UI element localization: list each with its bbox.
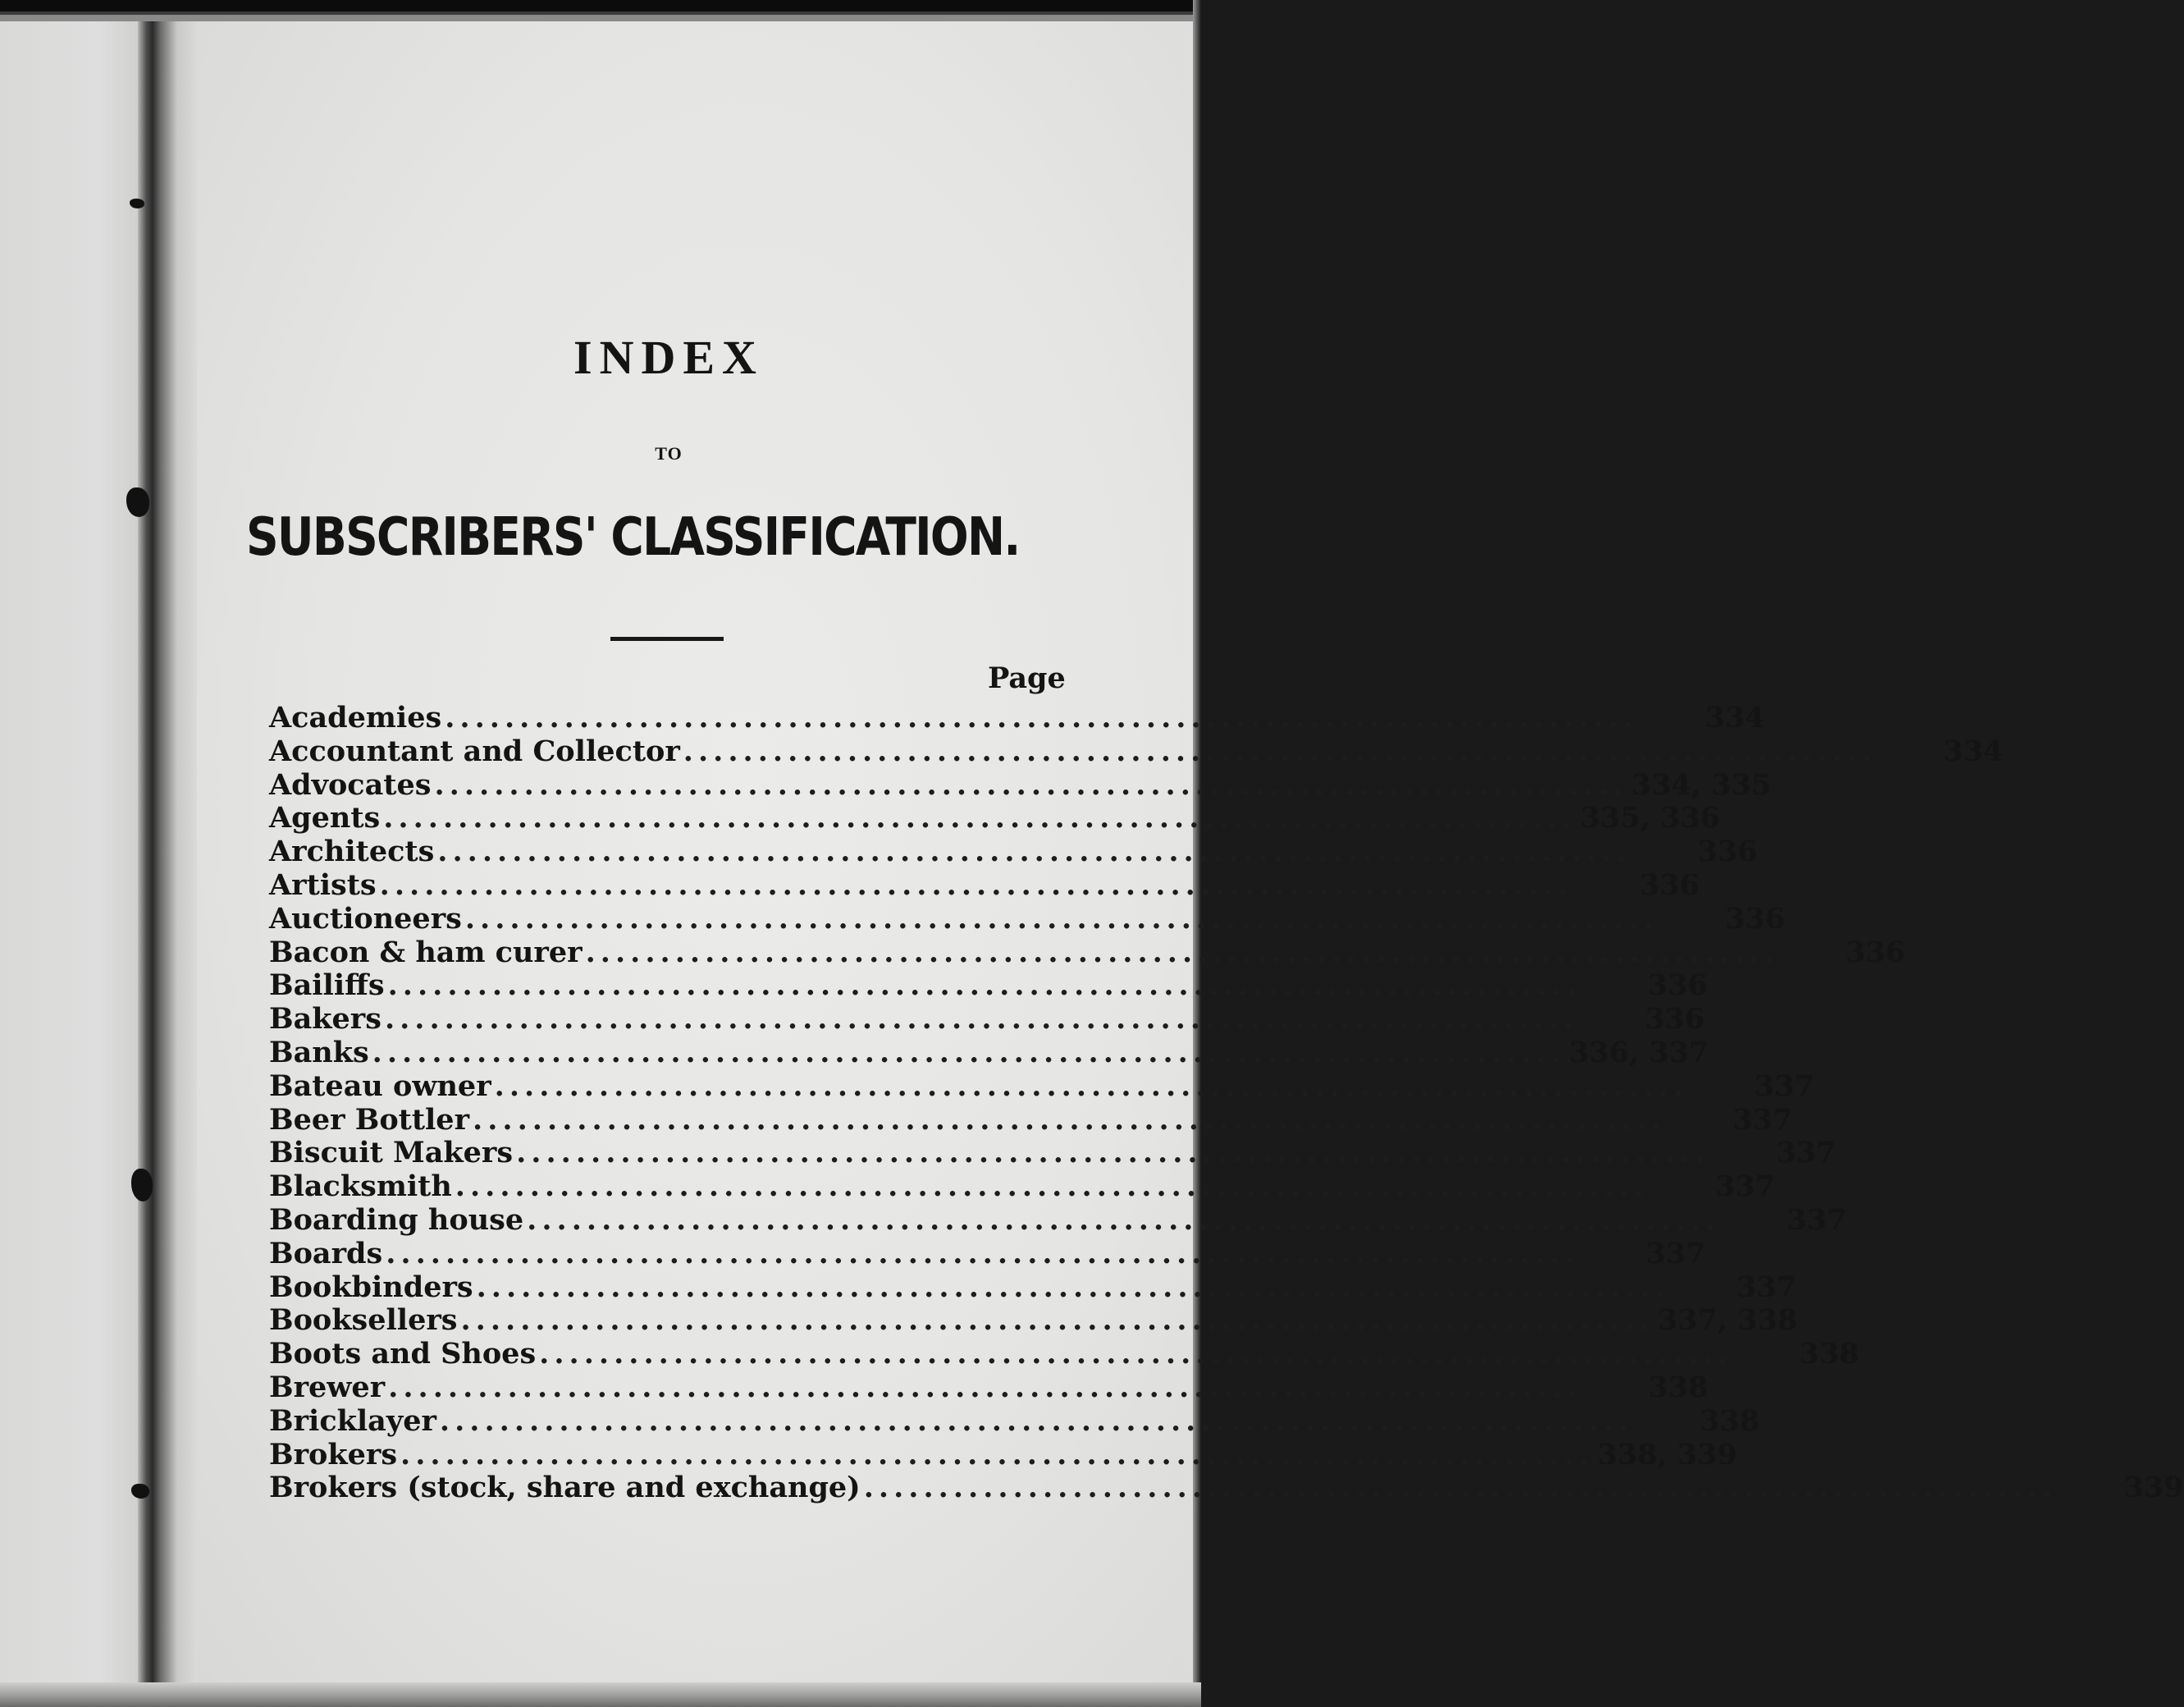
title-divider <box>610 637 724 641</box>
index-entry <box>269 767 1771 802</box>
entry-label: Bateau owner <box>269 1069 491 1103</box>
index-entry <box>269 1270 1797 1304</box>
entry-label: Blacksmith <box>269 1169 452 1204</box>
index-entry <box>269 1136 1836 1170</box>
dot-leader: ................................................................................ <box>464 901 1659 936</box>
dot-leader: ................................................................................ <box>539 1337 1733 1371</box>
entry-label: Agents <box>269 801 381 835</box>
entry-label: Boards <box>269 1236 383 1270</box>
entry-pages: 337 <box>1645 1236 1707 1270</box>
dot-leader: ................................................................................ <box>437 835 1632 869</box>
entry-pages: 337 <box>1754 1069 1815 1103</box>
dot-leader: ................................................................................ <box>516 1136 1710 1170</box>
entry-pages: 334 <box>1943 734 2004 768</box>
entry-label: Bookbinders <box>269 1270 473 1304</box>
entry-pages: 337, 338 <box>1657 1303 1798 1338</box>
dot-leader: ................................................................................ <box>386 1236 1580 1270</box>
index-entries <box>269 701 2184 1505</box>
index-entry <box>269 1169 1775 1204</box>
entry-pages: 338, 339 <box>1597 1437 1738 1471</box>
dot-leader: ................................................................................ <box>445 701 1639 735</box>
classification-title: SUBSCRIBERS' CLASSIFICATION. <box>246 507 1020 568</box>
dot-leader: ................................................................................ <box>455 1169 1649 1204</box>
dot-leader: ................................................................................ <box>372 1035 1566 1069</box>
entry-label: Banks <box>269 1035 369 1069</box>
dot-leader: ................................................................................ <box>460 1303 1655 1338</box>
entry-pages: 338 <box>1699 1403 1760 1438</box>
index-entry <box>269 1035 1709 1069</box>
index-entry <box>269 935 1906 969</box>
entry-pages: 336 <box>1845 935 1906 969</box>
to-subtitle: TO <box>655 443 683 464</box>
entry-pages: 338 <box>1647 1370 1708 1404</box>
dot-leader: ................................................................................ <box>383 801 1578 835</box>
entry-pages: 339 <box>2123 1471 2184 1505</box>
entry-pages: 336 <box>1725 901 1785 936</box>
index-entry <box>269 1471 2184 1505</box>
dot-leader: ................................................................................ <box>439 1403 1633 1438</box>
entry-pages: 336 <box>1644 1002 1705 1037</box>
entry-pages: 337 <box>1732 1102 1793 1137</box>
entry-label: Brewer <box>269 1370 386 1404</box>
dot-leader: ................................................................................ <box>863 1471 2058 1505</box>
entry-label: Booksellers <box>269 1303 458 1338</box>
dot-leader: ................................................................................ <box>494 1069 1688 1103</box>
index-entry <box>269 1370 1708 1404</box>
index-entry <box>269 1102 1793 1137</box>
index-entry <box>269 1202 1847 1237</box>
entry-pages: 338 <box>1798 1337 1859 1371</box>
entry-label: Biscuit Makers <box>269 1136 514 1170</box>
entry-label: Boots and Shoes <box>269 1337 537 1371</box>
index-title: INDEX <box>573 331 764 384</box>
dot-leader: ................................................................................ <box>585 935 1780 969</box>
page-column-header: Page <box>988 661 1066 695</box>
index-entry <box>269 968 1708 1003</box>
entry-pages: 336 <box>1647 968 1708 1003</box>
entry-label: Beer Bottler <box>269 1102 470 1137</box>
index-entry <box>269 1337 1859 1371</box>
dot-leader: ................................................................................ <box>434 767 1629 802</box>
entry-pages: 336, 337 <box>1569 1035 1709 1069</box>
dot-leader: ................................................................................ <box>527 1202 1720 1237</box>
entry-label: Artists <box>269 867 377 902</box>
index-entry <box>269 1069 1815 1103</box>
entry-label: Bacon & ham curer <box>269 935 583 969</box>
index-entry <box>269 1236 1707 1270</box>
index-entry <box>269 1437 1738 1471</box>
entry-label: Architects <box>269 835 435 869</box>
entry-label: Boarding house <box>269 1202 524 1237</box>
entry-pages: 336 <box>1697 835 1758 869</box>
index-entry <box>269 1002 1705 1037</box>
dot-leader: ................................................................................ <box>384 1002 1579 1037</box>
entry-pages: 337 <box>1775 1136 1836 1170</box>
entry-pages: 335, 336 <box>1580 801 1720 835</box>
entry-label: Brokers (stock, share and exchange) <box>269 1471 861 1505</box>
entry-label: Bricklayer <box>269 1403 436 1438</box>
entry-label: Academies <box>269 701 442 735</box>
index-entry <box>269 835 1758 869</box>
index-entry <box>269 901 1785 936</box>
dot-leader: ................................................................................ <box>473 1102 1666 1137</box>
entry-pages: 336 <box>1639 867 1700 902</box>
index-entry <box>269 734 2004 768</box>
entry-label: Bakers <box>269 1002 382 1037</box>
entry-label: Advocates <box>269 767 432 802</box>
entry-pages: 334 <box>1704 701 1766 735</box>
index-entry <box>269 1303 1798 1338</box>
entry-pages: 337 <box>1786 1202 1847 1237</box>
dot-leader: ................................................................................ <box>400 1437 1594 1471</box>
index-entry <box>269 801 1720 835</box>
dot-leader: ................................................................................ <box>387 968 1582 1003</box>
dot-leader: ................................................................................ <box>388 1370 1582 1404</box>
entry-label: Accountant and Collector <box>269 734 680 768</box>
index-entry <box>269 1403 1760 1438</box>
index-entry <box>269 867 1700 902</box>
entry-label: Auctioneers <box>269 901 462 936</box>
entry-pages: 334, 335 <box>1631 767 1771 802</box>
dot-leader: ................................................................................ <box>683 734 1877 768</box>
entry-label: Brokers <box>269 1437 398 1471</box>
index-entry <box>269 701 1766 735</box>
entry-label: Bailiffs <box>269 968 385 1003</box>
entry-pages: 337 <box>1736 1270 1797 1304</box>
dot-leader: ................................................................................ <box>476 1270 1670 1304</box>
dot-leader: ................................................................................ <box>379 867 1574 902</box>
entry-pages: 337 <box>1715 1169 1775 1204</box>
